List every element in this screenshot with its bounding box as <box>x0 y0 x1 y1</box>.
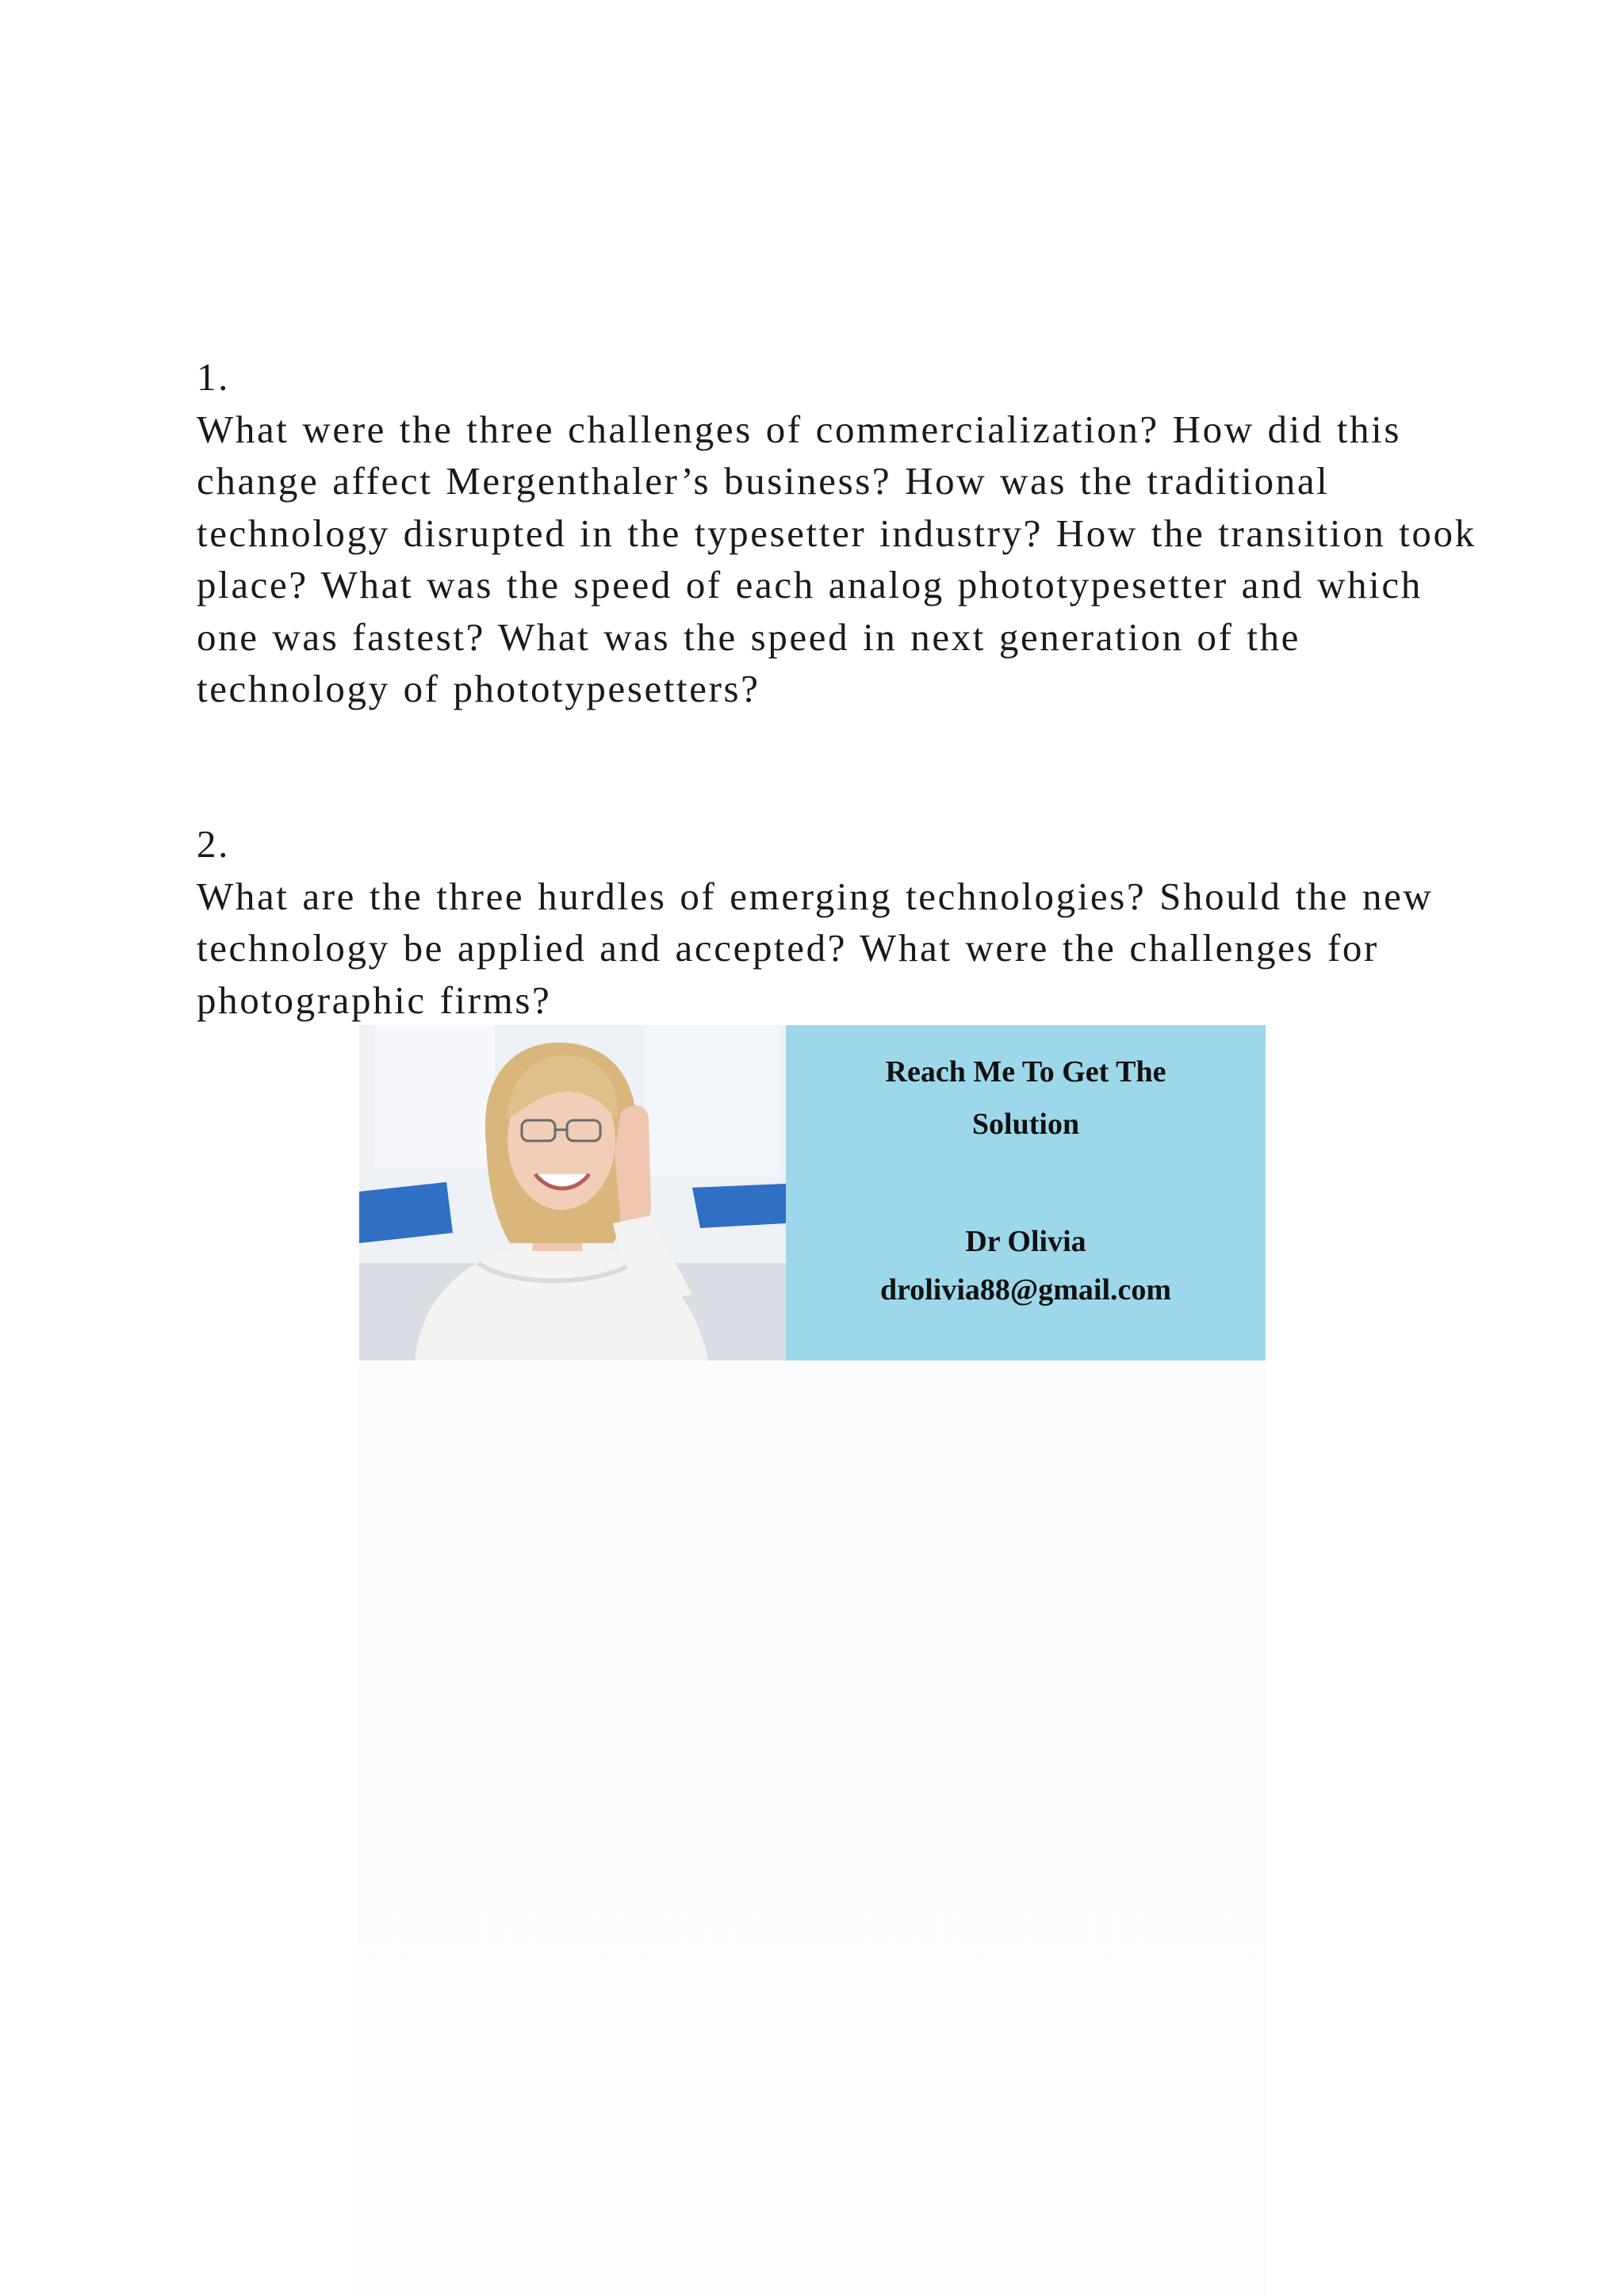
contact-panel <box>786 1025 1266 1360</box>
question-1 <box>197 351 1497 715</box>
question-number: 2. <box>197 822 230 866</box>
question-number: 1. <box>197 355 230 399</box>
page-shade <box>358 1360 1266 2296</box>
ad-headline-line-1: Reach Me To Get The <box>885 1055 1166 1089</box>
question-text: What are the three hurdles of emerging technologies? Should the new technology be applied and accepted? What were the challenges for photographic firms? <box>197 874 1434 1022</box>
contact-ad-banner <box>359 1025 1266 1360</box>
ad-contact <box>786 1218 1266 1314</box>
contact-email[interactable]: drolivia88@gmail.com <box>879 1273 1172 1307</box>
ad-headline-line-2: Solution <box>971 1108 1080 1141</box>
question-text: What were the three challenges of commercialization? How did this change affect Mergenthaler’s business? How was the traditional technology disrupted in the typesetter industry? How the transition took place? What was the speed of each analog phototypesetter and which one was fastest? What was the speed in next generation of the technology of phototypesetters? <box>197 407 1477 710</box>
person-illustration <box>359 1025 786 1360</box>
ad-headline <box>786 1046 1266 1150</box>
question-2 <box>197 818 1497 1026</box>
contact-name: Dr Olivia <box>965 1225 1086 1258</box>
woman-photo <box>359 1025 786 1360</box>
